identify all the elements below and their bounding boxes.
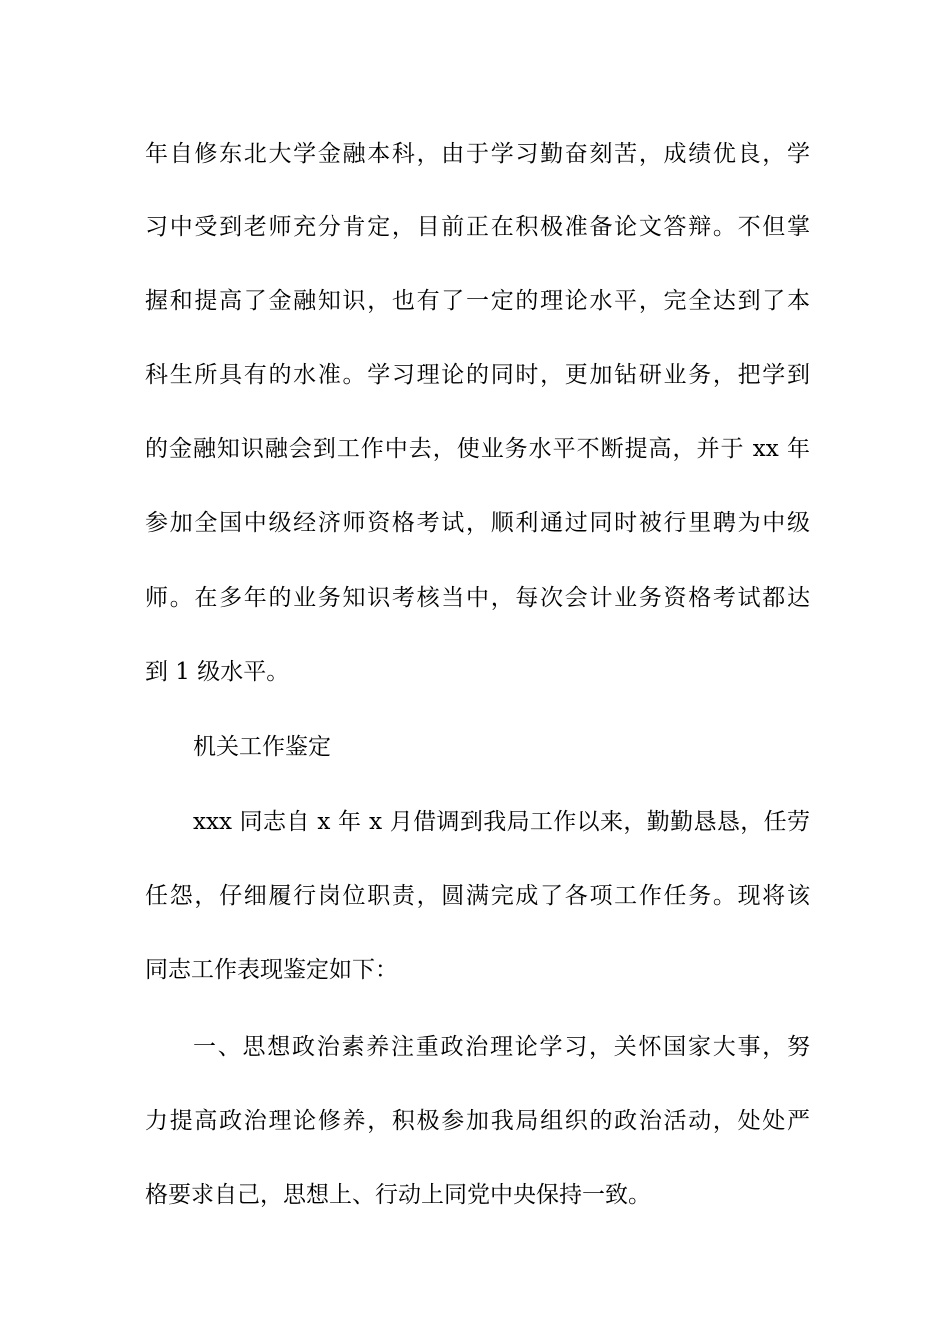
paragraph-line: 握和提高了金融知识，也有了一定的理论水平，完全达到了本 <box>145 288 810 314</box>
paragraph-line: 到 1 级水平。 <box>145 659 290 685</box>
paragraph-line: 任怨，仔细履行岗位职责，圆满完成了各项工作任务。现将该 <box>145 883 810 909</box>
paragraph-line: xxx 同志自 x 年 x 月借调到我局工作以来，勤勤恳恳，任劳 <box>193 809 810 835</box>
paragraph-line: 参加全国中级经济师资格考试，顺利通过同时被行里聘为中级 <box>145 510 810 536</box>
paragraph-line: 同志工作表现鉴定如下： <box>145 957 398 983</box>
paragraph-line: 师。在多年的业务知识考核当中，每次会计业务资格考试都达 <box>145 585 810 611</box>
paragraph-line: 习中受到老师充分肯定，目前正在积极准备论文答辩。不但掌 <box>145 214 810 240</box>
paragraph-line: 科生所具有的水准。学习理论的同时，更加钻研业务，把学到 <box>145 362 810 388</box>
paragraph-line: 力提高政治理论修养，积极参加我局组织的政治活动，处处严 <box>145 1108 810 1134</box>
paragraph-line: 一、思想政治素养注重政治理论学习，关怀国家大事，努 <box>193 1034 810 1060</box>
paragraph-line: 年自修东北大学金融本科，由于学习勤奋刻苦，成绩优良，学 <box>145 141 810 167</box>
section-heading: 机关工作鉴定 <box>193 734 331 760</box>
paragraph-line: 格要求自己，思想上、行动上同党中央保持一致。 <box>145 1182 651 1208</box>
paragraph-line: 的金融知识融会到工作中去，使业务水平不断提高，并于 xx 年 <box>145 436 810 462</box>
